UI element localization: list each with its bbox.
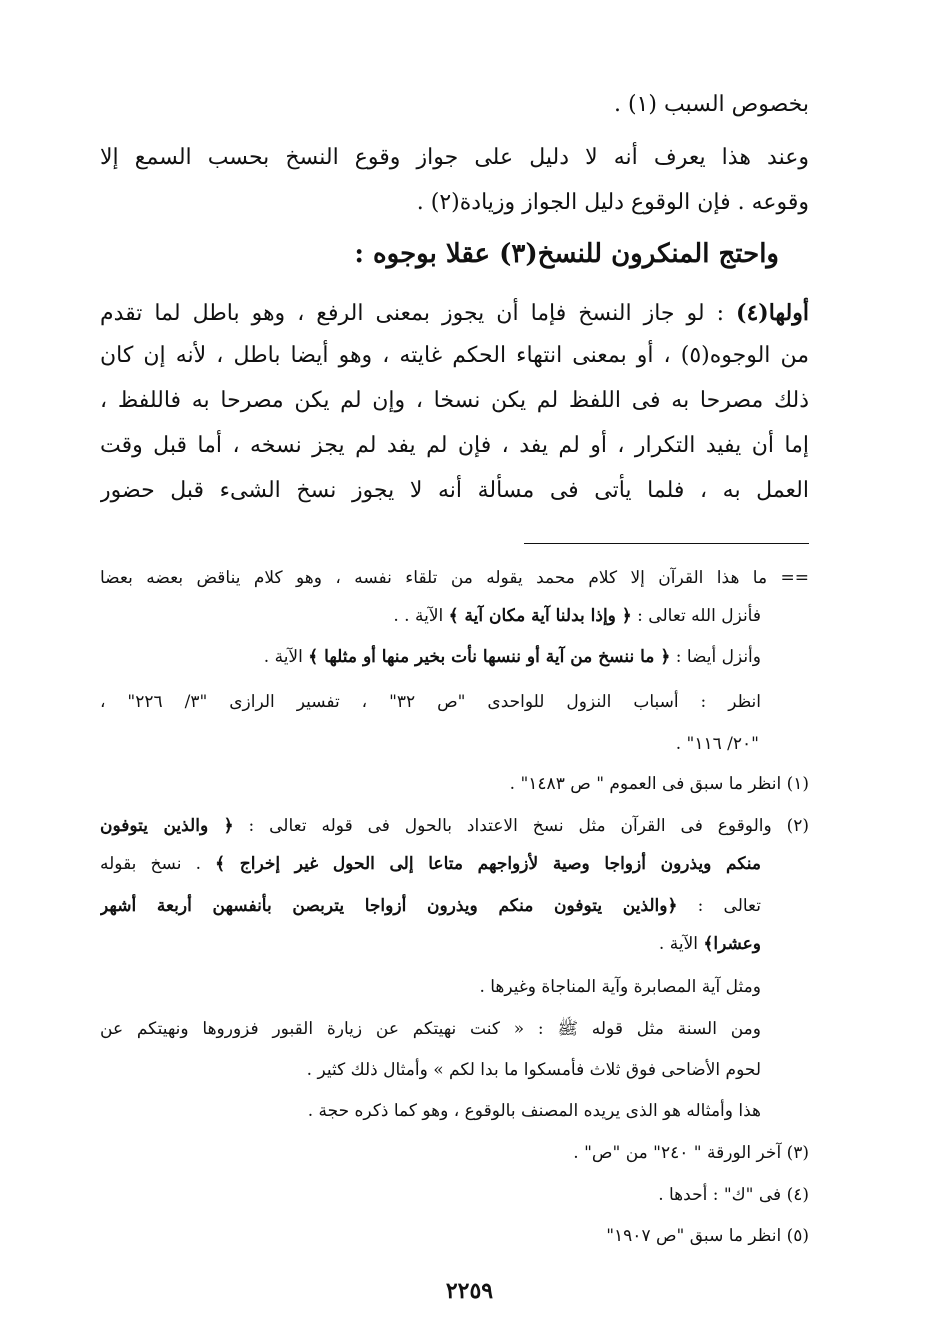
- paragraph-line-3: ذلك مصرحا به فى اللفظ لم يكن نسخا ، وإن لم يكن مصرحا به فاللفظ ،: [100, 388, 809, 413]
- footnote-continuation-line-2: [100, 602, 761, 630]
- footnote-2-line-5: ومثل آية المصابرة وآية المناجاة وغيرها .: [479, 977, 761, 997]
- body-line-3: وقوعه . فإن الوقوع دليل الجواز وزيادة(٢) .: [416, 190, 809, 215]
- footnote-continuation-line-5: "٢٠/ ١١٦" .: [675, 734, 759, 754]
- quran-quote: ﴿ ما ننسخ من آية أو ننسها نأت بخير منها أو مثلها ﴾: [308, 647, 671, 667]
- footnote-2-line-4: [100, 930, 761, 958]
- footnote-2-line-7: لحوم الأضاحى فوق ثلاث فأمسكوا ما بدا لكم » وأمثال ذلك كثير .: [306, 1060, 761, 1080]
- body-line-1: بخصوص السبب (١) .: [613, 92, 809, 117]
- footnote-separator: [524, 543, 809, 544]
- footnote-5: (٥) انظر ما سبق "ص ١٩٠٧": [606, 1226, 809, 1246]
- paragraph-line-1: [100, 296, 809, 330]
- footnote-4: (٤) فى "ك" : أحدها .: [658, 1185, 809, 1205]
- page-number: ٢٢٥٩: [445, 1278, 494, 1304]
- footnote-2-line-1: [100, 812, 809, 840]
- footnote-2-line-2: [100, 850, 761, 878]
- footnote-continuation-line-1: == ما هذا القرآن إلا كلام محمد يقوله من تلقاء نفسه ، وهو كلام يناقض بعضه بعضا: [100, 568, 809, 588]
- quran-quote: ﴿والذين يتوفون منكم ويذرون أزواجا يتربصن بأنفسهن أربعة أشهر: [100, 896, 678, 916]
- text-segment: الآية .: [658, 934, 698, 954]
- quran-quote: ﴿ والذين يتوفون: [100, 816, 234, 836]
- text-segment: فأنزل الله تعالى :: [637, 606, 761, 626]
- body-line-2: وعند هذا يعرف أنه لا دليل على جواز وقوع النسخ بحسب السمع إلا: [100, 145, 809, 170]
- text-segment: الآية . .: [393, 606, 444, 626]
- footnote-2-line-6: ومن السنة مثل قوله ﷺ : « كنت نهيتكم عن زيارة القبور فزوروها ونهيتكم عن: [100, 1019, 761, 1039]
- footnote-continuation-line-4: انظر : أسباب النزول للواحدى "ص ٣٢" ، تفسير الرازى "٣/ ٢٢٦" ،: [100, 692, 761, 712]
- text-segment: . نسخ بقوله: [100, 854, 201, 874]
- paragraph-line-2: من الوجوه(٥) ، أو بمعنى انتهاء الحكم غايته ، وهو أيضا باطل ، لأنه إن كان: [100, 343, 809, 368]
- section-heading: واحتج المنكرون للنسخ(٣) عقلا بوجوه :: [354, 239, 779, 269]
- footnote-2-line-8: هذا وأمثاله هو الذى يريده المصنف بالوقوع ، وهو كما ذكره حجة .: [307, 1101, 761, 1121]
- footnote-continuation-line-3: [100, 643, 761, 671]
- paragraph-lead-word: أولها(٤): [736, 300, 809, 326]
- paragraph-line-1-text: : لو جاز النسخ فإما أن يجوز بمعنى الرفع ، وهو باطل لما تقدم: [100, 301, 725, 326]
- paragraph-line-4: إما أن يفيد التكرار ، أو لم يفد ، فإن لم يفد لم يجز نسخه ، أما قبل وقت: [100, 433, 809, 458]
- quran-quote: وعشرا﴾: [703, 934, 761, 954]
- footnote-3: (٣) آخر الورقة " ٢٤٠" من "ص" .: [573, 1143, 809, 1163]
- quran-quote: منكم ويذرون أزواجا وصية لأزواجهم متاعا إلى الحول غير إخراج ﴾: [215, 854, 761, 874]
- text-segment: تعالى :: [697, 896, 761, 916]
- quran-quote: ﴿ وإذا بدلنا آية مكان آية ﴾: [448, 606, 632, 626]
- paragraph-line-5: العمل به ، فلما يأتى فى مسألة أنه لا يجوز نسخ الشىء قبل حضور: [100, 478, 809, 503]
- footnote-2-line-3: [100, 892, 761, 920]
- footnote-1: (١) انظر ما سبق فى العموم " ص ١٤٨٣" .: [509, 774, 809, 794]
- text-segment: (٢) والوقوع فى القرآن مثل نسخ الاعتداد بالحول فى قوله تعالى :: [248, 816, 809, 836]
- text-segment: الآية .: [263, 647, 303, 667]
- text-segment: وأنزل أيضا :: [675, 647, 761, 667]
